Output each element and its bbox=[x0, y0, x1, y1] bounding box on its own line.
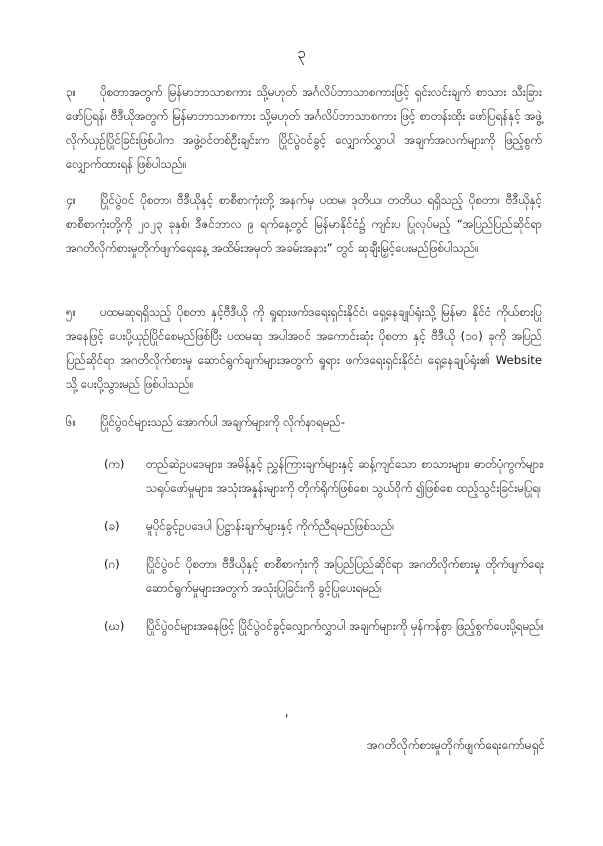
item-label: (ဂ) bbox=[104, 557, 120, 571]
paragraph-text: ပြိုင်ပွဲဝင် ပိုစတာ၊ ဗီဒီယိုနှင့် စာစီစာကုံးတို့ အနက်မှ ပထမ၊ ဒုတိယ၊ တတိယ ရရှိသည့် ပိုစတာ၊ ဗီဒီယိုနှင့် စာစီစာကုံးတို့ကို ၂၀၂၃ ခုနှစ်၊ ဒီဇင်ဘာလ ၉ ရက်နေ့တွင် မြန်မာနိုင်ငံ၌ ကျင်းပ ပြုလုပ်မည့် “အပြည်ပြည်ဆိုင်ရာ အဂတိလိုက်စားမှုတိုက်ဖျက်ရေးနေ့ အထိမ်းအမှတ် အခမ်းအနား” တွင် ဆုချီးမြှင့်ပေးမည်ဖြစ်ပါသည်။ bbox=[66, 193, 542, 255]
list-item bbox=[104, 514, 544, 538]
paragraph-number: ၃။ bbox=[66, 85, 77, 99]
signature-line: အဂတိလိုက်စားမှုတိုက်ဖျက်ရေးကော်မရှင် bbox=[366, 738, 545, 752]
paragraph-text: ပိုစတာအတွက် မြန်မာဘာသာစကား သို့မဟုတ် အင်္ဂလိပ်ဘာသာစကားဖြင့် ရှင်းလင်းချက် စာသား သီးခြားဖော်ပြရန်၊ ဗီဒီယိုအတွက် မြန်မာဘာသာစကား သို့မဟုတ် အင်္ဂလိပ်ဘာသာစကား ဖြင့် စာတန်းထိုး ဖော်ပြရန်နှင့် အဖွဲ့လိုက်ယှဉ်ပြိုင်ခြင်းဖြစ်ပါက အဖွဲ့ဝင်တစ်ဦးချင်းက ပြိုင်ပွဲဝင်ခွင့် လျှောက်လွှာပါ အချက်အလက်များကို ဖြည့်စွက်လျှောက်ထားရန် ဖြစ်ပါသည်။ bbox=[66, 85, 542, 171]
paragraph-number: ၄။ bbox=[66, 193, 77, 207]
list-item bbox=[104, 614, 544, 638]
paragraph-text: ပြိုင်ပွဲဝင်များသည် အောက်ပါ အချက်များကို လိုက်နာရမည်- bbox=[100, 415, 345, 429]
requirements-list bbox=[104, 452, 544, 652]
item-text: ပြိုင်ပွဲဝင် ပိုစတာ၊ ဗီဒီယိုနှင့် စာစီစာကုံးကို အပြည်ပြည်ဆိုင်ရာ အဂတိလိုက်စားမှု တိုက်ဖျက်ရေးဆောင်ရွက်မှုများအတွက် အသုံးပြုခြင်းကို ခွင့်ပြုပေးရမည်၊ bbox=[146, 557, 544, 595]
list-item bbox=[104, 552, 544, 600]
page-number: ၃ bbox=[297, 44, 306, 62]
paragraph-6 bbox=[66, 410, 542, 434]
item-label: (ဃ) bbox=[104, 619, 125, 633]
paragraph-4 bbox=[66, 188, 542, 260]
paragraph-5 bbox=[66, 300, 542, 396]
paragraph-number: ၆။ bbox=[66, 415, 77, 429]
item-text: တည်ဆဲဥပဒေများ၊ အမိန့်နှင့် ညွှန်ကြားချက်များနှင့် ဆန့်ကျင်သော စာသားများ၊ ဓာတ်ပုံကွက်များ၊ သရုပ်ဖော်မှုများ၊ အသုံးအနှုန်းများကို တိုက်ရိုက်ဖြစ်စေ၊ သွယ်ဝိုက် ၍ဖြစ်စေ ထည့်သွင်းခြင်းမပြုရ၊ bbox=[146, 457, 544, 495]
item-label: (က) bbox=[104, 457, 125, 471]
item-text: မူပိုင်ခွင့်ဥပဒေပါ ပြဋ္ဌာန်းချက်များနှင့် ကိုက်ညီရမည်ဖြစ်သည်၊ bbox=[146, 519, 395, 533]
item-label: (ခ) bbox=[104, 519, 120, 533]
paragraph-number: ၅။ bbox=[66, 305, 77, 319]
list-item bbox=[104, 452, 544, 500]
tick-mark: ' bbox=[285, 712, 289, 726]
paragraph-text: ပထမဆုရရှိသည့် ပိုစတာ နှင့်ဗီဒီယို ကို ရှုရားဖက်ဒရေးရှင်းနိုင်ငံ၊ ရှေ့နေချုပ်ရုံးသို့ မြန်မာ နိုင်ငံ ကိုယ်စားပြုအနေဖြင့် ပေးပို့ယှဉ်ပြိုင်စေမည်ဖြစ်ပြီး ပထမဆု အပါအဝင် အကောင်းဆုံး ပိုစတာ နှင့် ဗီဒီယို (၁၀) ခုကို အပြည်ပြည်ဆိုင်ရာ အဂတိလိုက်စားမှု ဆောင်ရွက်ချက်များအတွက် ရှုရား ဖက်ဒရေးရှင်းနိုင်ငံ၊ ရှေ့နေချုပ်ရုံး၏ Website သို့ ပေးပို့သွားမည် ဖြစ်ပါသည်။ bbox=[66, 305, 542, 391]
paragraph-3 bbox=[66, 80, 542, 176]
item-text: ပြိုင်ပွဲဝင်များအနေဖြင့် ပြိုင်ပွဲဝင်ခွင့်လျှောက်လွှာပါ အချက်များကို မှန်ကန်စွာ ဖြည့်စွက်ပေးပို့ရမည်။ bbox=[146, 619, 544, 633]
